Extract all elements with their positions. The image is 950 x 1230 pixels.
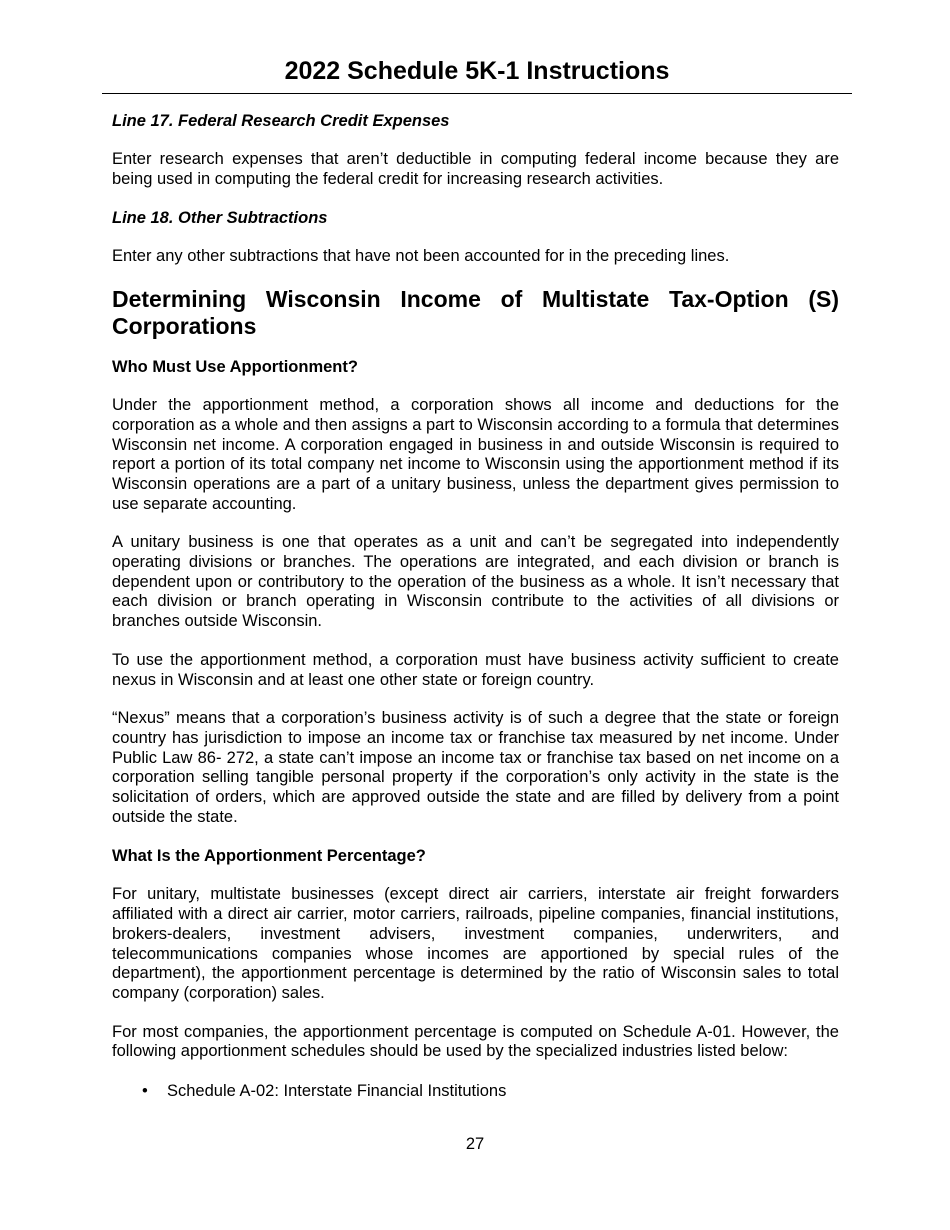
line-18-heading: Line 18. Other Subtractions	[112, 209, 328, 228]
document-title: 2022 Schedule 5K-1 Instructions	[284, 57, 670, 85]
schedule-list	[112, 1081, 839, 1101]
apportionment-percentage-heading: What Is the Apportionment Percentage?	[112, 847, 426, 866]
paragraph: For most companies, the apportionment percentage is computed on Schedule A-01. However, the following apportionment schedules should be used by the specialized industries listed below:	[112, 1022, 839, 1061]
list-item-text: Schedule A-02: Interstate Financial Institutions	[167, 1082, 507, 1101]
line-17-heading: Line 17. Federal Research Credit Expenses	[112, 112, 450, 130]
paragraph: To use the apportionment method, a corporation must have business activity sufficient to create nexus in Wisconsin and at least one other state or foreign country.	[112, 650, 839, 689]
document-body	[112, 111, 839, 1101]
line-18-text: Enter any other subtractions that have not been accounted for in the preceding lines.	[112, 247, 730, 266]
paragraph: A unitary business is one that operates as a unit and can’t be segregated into independently operating divisions or branches. The operations are integrated, and each division or branch is dependent upon or contributory to the operation of the business as a whole. It isn’t necessary that each division or branch operating in Wisconsin contribute to the activities of all divisions or branches outside Wisconsin.	[112, 533, 839, 631]
section-title: Determining Wisconsin Income of Multistate Tax-Option (S) Corporations	[112, 286, 839, 340]
who-must-use-heading: Who Must Use Apportionment?	[112, 358, 358, 377]
bullet-icon: •	[142, 1082, 148, 1101]
paragraph: Under the apportionment method, a corporation shows all income and deductions for the corporation as a whole and then assigns a part to Wisconsin according to a formula that determines Wisconsin net income. A corporation engaged in business in and outside Wisconsin is required to report a portion of its total company net income to Wisconsin using the apportionment method if its Wisconsin operations are a part of a unitary business, unless the department gives permission to use separate accounting.	[112, 396, 839, 513]
page-number: 27	[465, 1135, 485, 1153]
page-header	[102, 56, 852, 94]
paragraph: For unitary, multistate businesses (except direct air carriers, interstate air freight forwarders affiliated with a direct air carrier, motor carriers, railroads, pipeline companies, financial institutions, brokers-dealers, investment advisers, investment companies, underwriters, and telecommunications companies whose incomes are apportioned by special rules of the department), the apportionment percentage is determined by the ratio of Wisconsin sales to total company (corporation) sales.	[112, 885, 839, 1002]
paragraph: “Nexus” means that a corporation’s business activity is of such a degree that the state or foreign country has jurisdiction to impose an income tax or franchise tax measured by net income. Under Public Law 86- 272, a state can’t impose an income tax or franchise tax based on net income on a corporation selling tangible personal property if the corporation’s only activity in the state is the solicitation of orders, which are approved outside the state and are filled by delivery from a point outside the state.	[112, 709, 839, 826]
list-item	[112, 1081, 839, 1101]
line-17-text: Enter research expenses that aren’t deductible in computing federal income because they are being used in computing the federal credit for increasing research activities.	[112, 150, 839, 188]
